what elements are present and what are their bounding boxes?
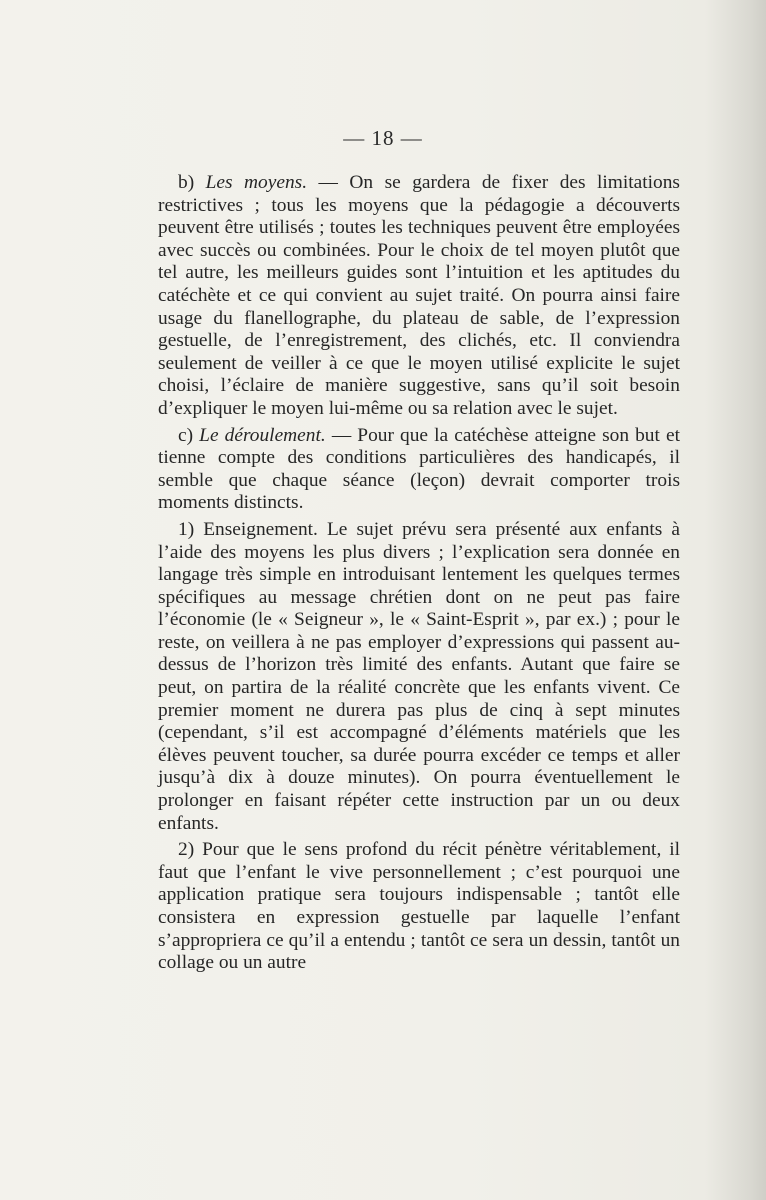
- paragraph-1-enseignement: 1) Enseignement. Le sujet prévu sera présenté aux enfants à l’aide des moyens les plus divers ; l’explication sera donnée en langage très simple en introduisant lentement les quelques termes spécifiques au message chrétien dont on ne peut pas faire l’économie (le « Seigneur », le « Saint-Esprit », par ex.) ; pour le reste, on veillera à ne pas employer d’expressions qui passent au-dessus de l’horizon très limité des enfants. Autant que faire se peut, on partira de la réalité concrète que les enfants vivent. Ce premier moment ne durera pas plus de cinq à sept minutes (cependant, s’il est accompagné d’éléments matériels que les élèves peuvent toucher, sa durée pourra excéder ce temps et aller jusqu’à dix à douze minutes). On pourra éventuellement le prolonger en faisant répéter cette instruction par un ou deux enfants.: [158, 518, 680, 834]
- page-number: — 18 —: [343, 126, 423, 150]
- body-text: [158, 172, 680, 979]
- paragraph-b-text: — On se gardera de fixer des limitations restrictives ; tous les moyens que la pédagogie a découverts peuvent être utilisés ; toutes les techniques peuvent être employées avec succès ou combinées. Pour le choix de tel moyen plutôt que tel autre, les meilleurs guides sont l’intuition et les aptitudes du catéchète et ce qui convient au sujet traité. On pourra ainsi faire usage du flanellographe, du plateau de sable, de l’expression gestuelle, de l’enregistrement, des clichés, etc. Il conviendra seulement de veiller à ce que le moyen utilisé explicite le sujet choisi, l’éclaire de manière suggestive, sans qu’il soit besoin d’expliquer le moyen lui-même ou sa relation avec le sujet.: [158, 172, 680, 419]
- paragraph-c-heading: Le déroulement.: [199, 424, 326, 446]
- paragraph-b-moyens: [158, 172, 680, 421]
- paragraph-b-prefix: b): [178, 172, 206, 193]
- paragraph-c-deroulement: [158, 425, 680, 515]
- paragraph-b-heading: Les moyens.: [205, 172, 308, 193]
- paragraph-c-text: — Pour que la catéchèse atteigne son but et tienne compte des conditions particulières des handicapés, il semble que chaque séance (leçon) devrait comporter trois moments distincts.: [158, 424, 680, 514]
- paragraph-2-application: 2) Pour que le sens profond du récit pénètre véritablement, il faut que l’enfant le vive personnellement ; c’est pourquoi une application pratique sera toujours indispensable ; tantôt elle consistera en expression gestuelle par laquelle l’enfant s’appropriera ce qu’il a entendu ; tantôt ce sera un dessin, tantôt un collage ou un autre: [158, 839, 680, 974]
- paragraph-c-prefix: c): [178, 424, 200, 446]
